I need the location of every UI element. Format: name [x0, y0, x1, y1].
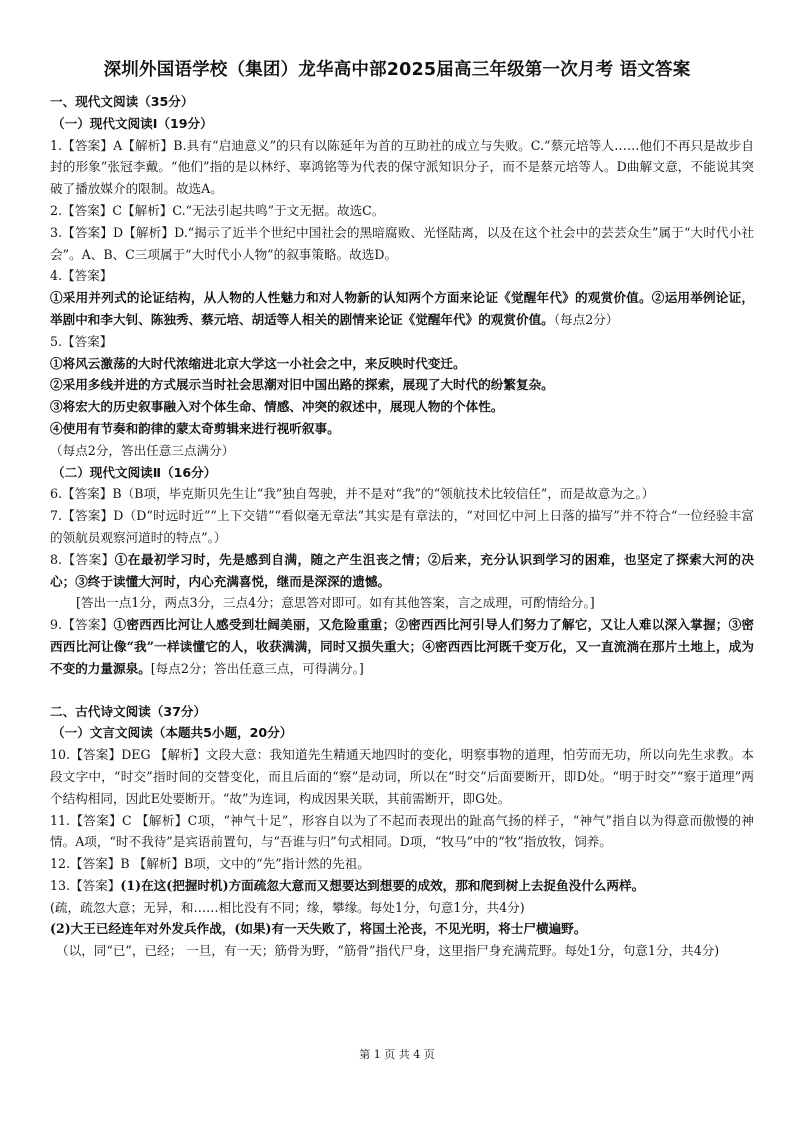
answer-q12: 12.【答案】B 【解析】B项，文中的“先”指计然的先祖。 [50, 856, 370, 872]
answer-q4-body [50, 287, 754, 331]
answer-q13-head: 13.【答案】 [50, 877, 121, 893]
answer-q1: 1.【答案】A【解析】B.具有“启迪意义”的只有以陈延年为首的互助社的成立与失败。C.“蔡元培等人……他们不再只是故步自封的形象”张冠李戴。“他们”指的是以林纾、辜鸿铭等为代表的保守派知识分子，而不是蔡元培等人。D曲解文意，不能说其突破了播放媒介的限制。故选A。 [50, 137, 754, 197]
section-heading-modern-reading: 一、现代文阅读（35分） [50, 94, 194, 109]
answer-q9-head: 9.【答案】 [50, 617, 114, 633]
answer-q9 [50, 614, 754, 679]
answer-q8 [50, 549, 754, 593]
answer-q13-translation-2: (2)大王已经连年对外发兵作战，(如果)有一天失败了，将国土沦丧，不见光明，将士尸横遍野。 [50, 921, 587, 937]
answer-q3: 3.【答案】D【解析】D.“揭示了近半个世纪中国社会的黑暗腐败、光怪陆离，以及在这个社会中的芸芸众生”属于“大时代小社会”。A、B、C三项属于“大时代小人物”的叙事策略。故选D。 [50, 224, 754, 262]
answer-q5-head: 5.【答案】 [50, 333, 113, 349]
answer-q5-point-1: ①将风云激荡的大时代浓缩进北京大学这一小社会之中，来反映时代变迁。 [50, 355, 466, 371]
answer-q7: 7.【答案】D（D“时远时近”“上下交错”“看似毫无章法”其实是有章法的，“对回忆中河上日落的描写”并不符合“一位经验丰富的领航员观察河道时的特点”。） [50, 508, 754, 545]
answer-content [50, 91, 754, 962]
answer-q9-score: [每点2分；答出任意三点，可得满分。] [150, 660, 364, 676]
answer-q13-note-2: （以，同“已”，已经； 一旦，有一天；筋骨为野，“筋骨”指代尸身，这里指尸身充满荒野。每处1分，句意1分，共4分) [56, 943, 720, 959]
subsection-heading-modern-reading-2: （二）现代文阅读Ⅱ（16分） [52, 464, 217, 480]
answer-q4-text: ①采用并列式的论证结构，从人物的人性魅力和对人物新的认知两个方面来论证《觉醒年代》的观赏价值。②运用举例论证，举剧中和李大钊、陈独秀、蔡元培、胡适等人相关的剧情来论证《觉醒年代》的观赏价值。 [50, 290, 754, 327]
answer-q8-text: ①在最初学习时，先是感到自满，随之产生沮丧之情；②后来，充分认识到学习的困难，也坚定了探索大河的决心；③终于读懂大河时，内心充满喜悦，继而是深深的遗憾。 [50, 551, 754, 589]
page-number-footer: 第 1 页 共 4 页 [359, 1048, 435, 1061]
answer-q13-note-1: (疏，疏忽大意；无异，和……相比没有不同；缘，攀缘。每处1分，句意1分，共4分) [50, 899, 525, 915]
section-gap [50, 680, 754, 701]
subsection-heading-modern-reading-1: （一）现代文阅读Ⅰ（19分） [52, 115, 213, 131]
answer-q4-head: 4.【答案】 [50, 268, 113, 284]
document-title: 深圳外国语学校（集团）龙华高中部2025届高三年级第一次月考 语文答案 [103, 60, 691, 80]
answer-q5-point-3: ③将宏大的历史叙事融入对个体生命、情感、冲突的叙述中，展现人物的个体性。 [50, 399, 504, 415]
subsection-heading-classical-prose: （一）文言文阅读（本题共5小题，20分） [52, 725, 293, 741]
answer-q9-text: ①密西西比河让人感受到壮阔美丽，又危险重重；②密西西比河引导人们努力了解它，又让人难以深入掌握；③密西西比河让像“我”一样读懂它的人，收获满满，同时又损失重大；④密西西比河既千变万化，又一直流淌在那片土地上，成为不变的力量源泉。 [50, 617, 754, 676]
answer-q5-point-4: ④使用有节奏和韵律的蒙太奇剪辑来进行视听叙事。 [50, 420, 340, 436]
answer-q5-score: （每点2分，答出任意三点满分） [50, 442, 235, 458]
section-heading-classical-reading: 二、古代诗文阅读（37分） [50, 703, 207, 719]
answer-q5-point-2: ②采用多线并进的方式展示当时社会思潮对旧中国出路的探索，展现了大时代的纷繁复杂。 [50, 377, 554, 393]
answer-q8-head: 8.【答案】 [50, 551, 115, 567]
answer-q11: 11.【答案】C 【解析】C项，“神气十足”，形容自以为了不起而表现出的趾高气扬的样子，“神气”指自以为得意而傲慢的神情。A项，“时不我待”是宾语前置句，与“吾谁与归”句式相同。D项，“牧马”中的“牧”指放牧，饲养。 [50, 812, 754, 850]
answer-q2: 2.【答案】C【解析】C.“无法引起共鸣”于文无据。故选C。 [50, 202, 385, 218]
answer-q8-score: [答出一点1分，两点3分，三点4分；意思答对即可。如有其他答案，言之成理，可酌情给分。] [76, 595, 595, 611]
answer-q10: 10.【答案】DEG 【解析】文段大意：我知道先生精通天地四时的变化，明察事物的道理，怕劳而无功，所以向先生求教。本段文字中，“时交”指时间的交替变化，而且后面的“察”是动词，所以在“时交”后面要断开，即D处。“明于时交”“察于道理”两个结构相同，因此E处要断开。“故”为连词，构成因果关联，其前需断开，即G处。 [50, 747, 754, 806]
answer-q13-translation-1: (1)在这(把握时机)方面疏忽大意而又想要达到想要的成效，那和爬到树上去捉鱼没什么两样。 [120, 877, 645, 893]
answer-q13 [50, 875, 754, 897]
answer-q4-score: （每点2分） [553, 311, 619, 327]
answer-q6: 6.【答案】B（B项，毕克斯贝先生让“我”独自驾驶，并不是对“我”的“领航技术比较信任”，而是故意为之。） [50, 486, 655, 502]
